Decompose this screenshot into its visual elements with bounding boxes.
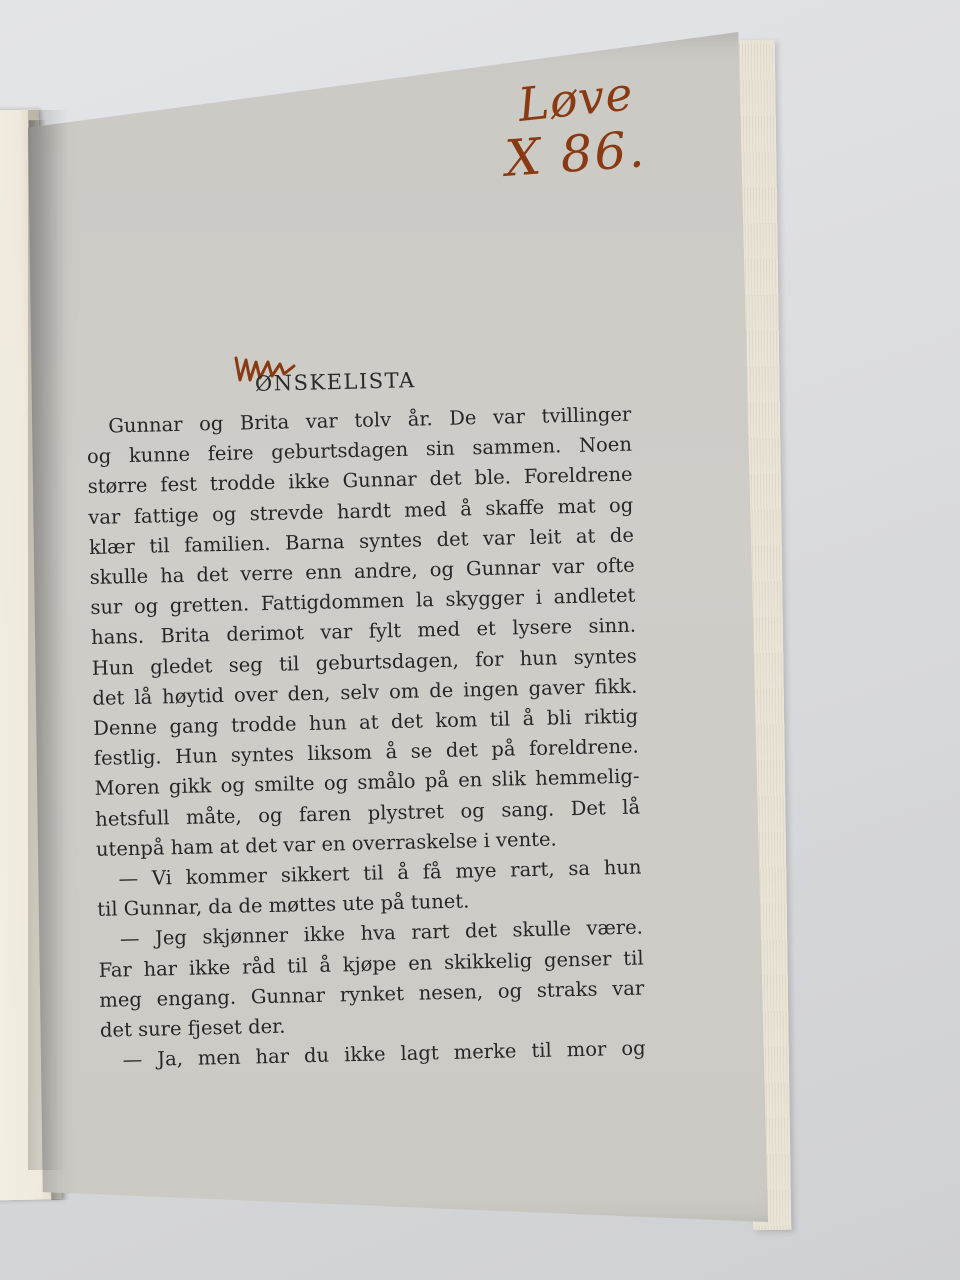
text-line: det lå høytid over den, selv om de ingen gaver fikk. [92, 674, 638, 710]
text-line: større fest trodde ikke Gunnar det ble. Foreldrene [87, 463, 633, 499]
text-line: hans. Brita derimot var fylt med et lysere sinn. [90, 614, 637, 650]
text-line: til Gunnar, da de møttes ute på tunet. [97, 889, 470, 922]
text-line: det sure fjeset der. [99, 1014, 286, 1042]
text-line: Denne gang trodde hun at det kom til å bli riktig [92, 704, 639, 740]
text-line: klær til familien. Barna syntes det var leit at de [88, 523, 635, 559]
text-line: — Ja, men har du ikke lagt merke til mor og [122, 1036, 646, 1072]
text-line: meg engang. Gunnar rynket nesen, og straks var [99, 976, 645, 1012]
text-line: utenpå ham at det var en overraskelse i vente. [95, 827, 557, 861]
text-line: sur og gretten. Fattigdommen la skygger i andletet [90, 583, 636, 620]
text-line: Gunnar og Brita var tolv år. De var tvillinger [108, 402, 632, 438]
text-line: Hun gledet seg til geburtsdagen, for hun syntes [91, 644, 637, 680]
story-body [86, 399, 661, 1076]
text-line: — Jeg skjønner ikke hva rart det skulle være. [119, 915, 644, 951]
text-line: Far har ikke råd til å kjøpe en skikkelig genser til [98, 946, 644, 982]
text-line: — Vi kommer sikkert til å få mye rart, sa hun [118, 855, 642, 891]
text-line: hetsfull måte, og faren plystret og sang. Det lå [94, 795, 641, 831]
text-line: og kunne feire geburtsdagen sin sammen. Noen [86, 432, 633, 469]
handwritten-note-line2: X 86. [503, 120, 648, 188]
page-gutter-shade [28, 110, 68, 1170]
story-title: ØNSKELISTA [254, 368, 416, 396]
handwritten-note-line1: Løve [515, 66, 636, 132]
text-line: var fattige og strevde hardt med å skaffe mat og [88, 493, 634, 529]
text-line: Moren gikk og smilte og smålo på en slik hemmelig- [94, 764, 640, 801]
text-line: skulle ha det verre enn andre, og Gunnar var ofte [89, 553, 635, 589]
text-line: festlig. Hun syntes liksom å se det på foreldrene. [93, 734, 639, 771]
